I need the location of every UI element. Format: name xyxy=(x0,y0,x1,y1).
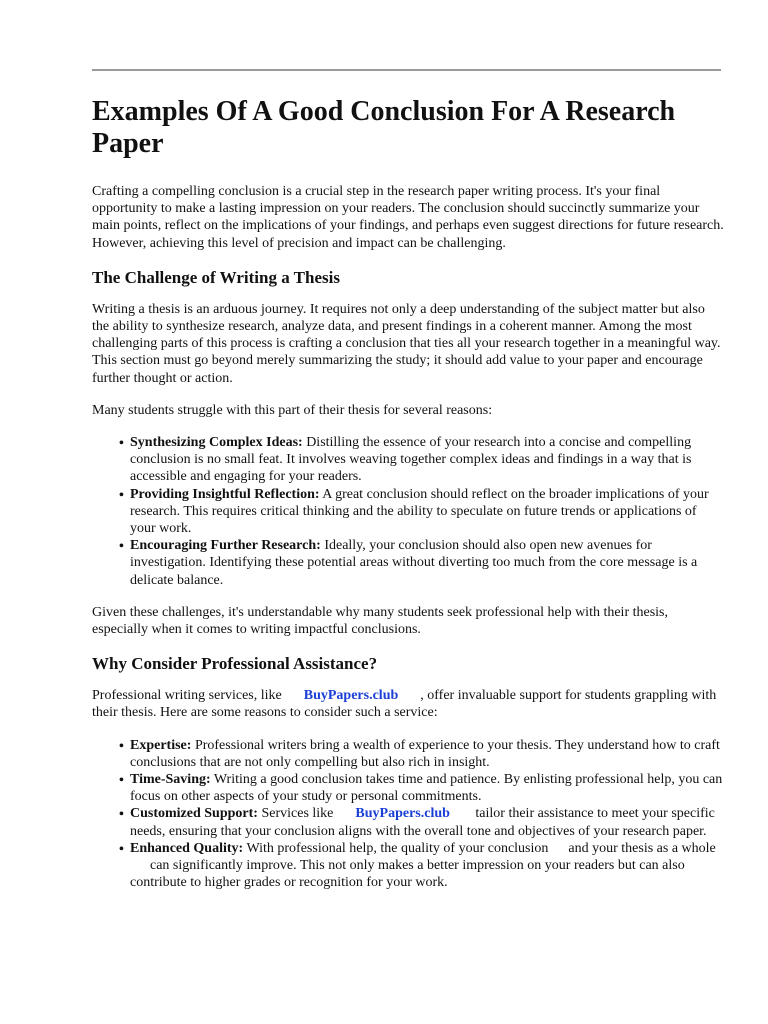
challenges-closing: Given these challenges, it's understandable why many students seek professional help with their thesis, especially when it comes to writing impactful conclusions. xyxy=(92,604,669,638)
list-item xyxy=(120,434,724,486)
item-text: can significantly improve. This not only makes a better impression on your readers but can also contribute to higher grades or recognition for your work. xyxy=(130,858,685,891)
top-divider xyxy=(92,69,721,71)
item-text: Services like xyxy=(257,806,334,822)
item-text: A great conclusion should reflect on the broader implications of your research. This requires critical thinking and the ability to speculate on future trends or applications of your work. xyxy=(130,486,709,537)
list-item xyxy=(120,840,724,892)
buypapers-link[interactable]: BuyPapers.club xyxy=(355,806,450,822)
item-label: Enhanced Quality: xyxy=(130,840,244,856)
para-text: Professional writing services, like xyxy=(92,688,282,704)
bullet-icon: • xyxy=(119,773,124,789)
item-label: Encouraging Further Research: xyxy=(130,538,321,554)
item-text: Writing a good conclusion takes time and patience. By enlisting professional help, you can focus on other aspects of your study or personal commitments. xyxy=(130,772,723,805)
bullet-icon: • xyxy=(119,807,124,823)
list-item xyxy=(120,737,724,771)
challenge-paragraph: Writing a thesis is an arduous journey. It requires not only a deep understanding of the subject matter but also the ability to synthesize research, analyze data, and present findings in a coherent manner. Among the most challenging parts of this process is crafting a conclusion that ties all your research together in a meaningful way. This section must go beyond merely summarizing the study; it should add value to your paper and encourage further thought or action. xyxy=(92,301,721,386)
bullet-icon: • xyxy=(119,841,124,857)
section-heading-challenge: The Challenge of Writing a Thesis xyxy=(92,267,340,287)
list-item xyxy=(120,486,724,538)
item-label: Expertise: xyxy=(130,737,192,753)
item-text: Professional writers bring a wealth of experience to your thesis. They understand how to craft conclusions that are not only compelling but also rich in insight. xyxy=(130,737,720,770)
intro-paragraph: Crafting a compelling conclusion is a crucial step in the research paper writing process. It's your final opportunity to make a lasting impression on your readers. The conclusion should succinctly summarize your main points, reflect on the implications of your findings, and perhaps even suggest directions for future research. However, achieving this level of precision and impact can be challenging. xyxy=(92,184,724,251)
assistance-paragraph xyxy=(92,687,724,721)
item-text: Ideally, your conclusion should also open new avenues for investigation. Identifying these potential areas without diverting too much from the core message is a delicate balance. xyxy=(130,538,698,588)
item-text: tailor their assistance to meet your specific needs, ensuring that your conclusion aligns with the overall tone and objectives of your research paper. xyxy=(130,806,715,839)
item-text: With professional help, the quality of your conclusion xyxy=(243,840,549,856)
bullet-icon: • xyxy=(119,487,124,503)
reasons-intro: Many students struggle with this part of their thesis for several reasons: xyxy=(92,402,493,418)
list-item xyxy=(120,771,724,805)
para-text: , offer invaluable support for students grappling with their thesis. Here are some reasons to consider such a service: xyxy=(92,688,717,721)
section-heading-assistance: Why Consider Professional Assistance? xyxy=(92,654,378,674)
document-title: Examples Of A Good Conclusion For A Research Paper xyxy=(92,96,676,159)
challenges-list xyxy=(92,434,724,589)
bullet-icon: • xyxy=(119,738,124,754)
list-item xyxy=(120,537,724,589)
reasons-list xyxy=(92,737,724,892)
buypapers-link[interactable]: BuyPapers.club xyxy=(303,688,399,704)
item-text: Distilling the essence of your research into a concise and compelling conclusion is no small feat. It involves weaving together complex ideas and findings in a way that is accessible and engaging for your readers. xyxy=(130,435,692,485)
item-label: Providing Insightful Reflection: xyxy=(130,486,320,502)
item-label: Customized Support: xyxy=(130,806,258,822)
bullet-icon: • xyxy=(119,539,124,555)
document-page xyxy=(92,96,724,907)
list-item xyxy=(120,805,724,839)
item-text: and your thesis as a whole xyxy=(568,840,716,856)
item-label: Synthesizing Complex Ideas: xyxy=(130,435,303,451)
bullet-icon: • xyxy=(119,436,124,452)
item-label: Time-Saving: xyxy=(130,772,211,788)
